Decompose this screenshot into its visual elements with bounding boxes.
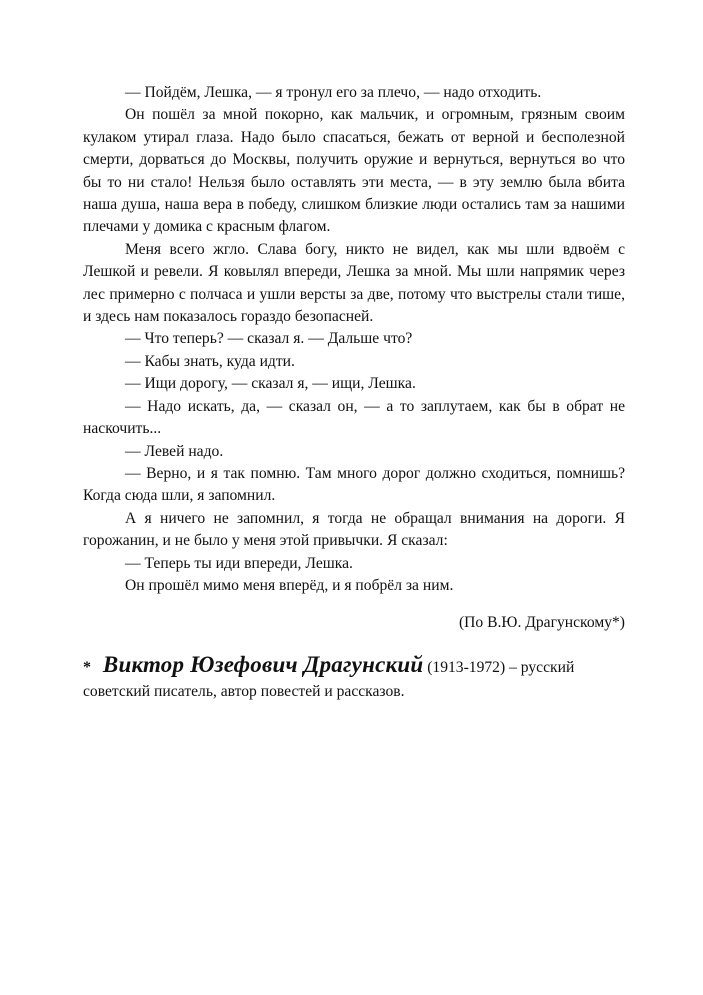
footnote-dash: – xyxy=(509,658,517,676)
paragraph-1: — Пойдём, Лешка, — я тронул его за плечо, — надо отходить. xyxy=(125,84,542,101)
footnote xyxy=(83,651,625,703)
document-page xyxy=(83,82,625,703)
footnote-text-line2: советский писатель, автор повестей и рассказов. xyxy=(83,682,405,700)
paragraph-2: Он пошёл за мной покорно, как мальчик, и огромным, грязным своим кулаком утирал глаза. Надо было спасаться, бежать от верной и бесполезной смерти, дорваться до Москвы, получить оружие и вернуться, вернуться во что бы то ни стало! Нельзя было оставлять эти места, — в эту землю была вбита наша душа, наша вера в победу, слишком близкие люди остались там за нашими плечами у домика с красным флагом. xyxy=(83,106,625,236)
paragraph-7: — Надо искать, да, — сказал он, — а то заплутаем, как бы в обрат не наскочить... xyxy=(83,397,625,438)
footnote-years: (1913-1972) xyxy=(427,658,506,676)
footnote-author-name: Виктор Юзефович Драгунский xyxy=(102,651,424,677)
paragraph-9: — Верно, и я так помню. Там много дорог должно сходиться, помнишь? Когда сюда шли, я запомнил. xyxy=(83,464,625,505)
footnote-marker: * xyxy=(83,658,91,676)
paragraph-8: — Левей надо. xyxy=(125,442,224,460)
paragraph-10: А я ничего не запомнил, я тогда не обращал внимания на дороги. Я горожанин, и не было у меня этой привычки. Я сказал: xyxy=(83,509,625,550)
paragraph-6: — Ищи дорогу, — сказал я, — ищи, Лешка. xyxy=(125,375,416,393)
paragraph-3: Меня всего жгло. Слава богу, никто не видел, как мы шли вдвоём с Лешкой и ревели. Я ковылял впереди, Лешка за мной. Мы шли напрямик через лес примерно с полчаса и ушли версты за две, потому что выстрелы стали тише, и здесь нам показалось гораздо безопасней. xyxy=(83,240,625,326)
footnote-text-line1: русский xyxy=(520,658,575,676)
paragraph-5: — Кабы знать, куда идти. xyxy=(125,352,295,370)
paragraph-11: — Теперь ты иди впереди, Лешка. xyxy=(125,554,353,572)
paragraph-12: Он прошёл мимо меня вперёд, и я побрёл за ним. xyxy=(125,576,454,594)
source-attribution: (По В.Ю. Драгунскому*) xyxy=(458,614,625,632)
paragraph-4: — Что теперь? — сказал я. — Дальше что? xyxy=(125,330,413,348)
